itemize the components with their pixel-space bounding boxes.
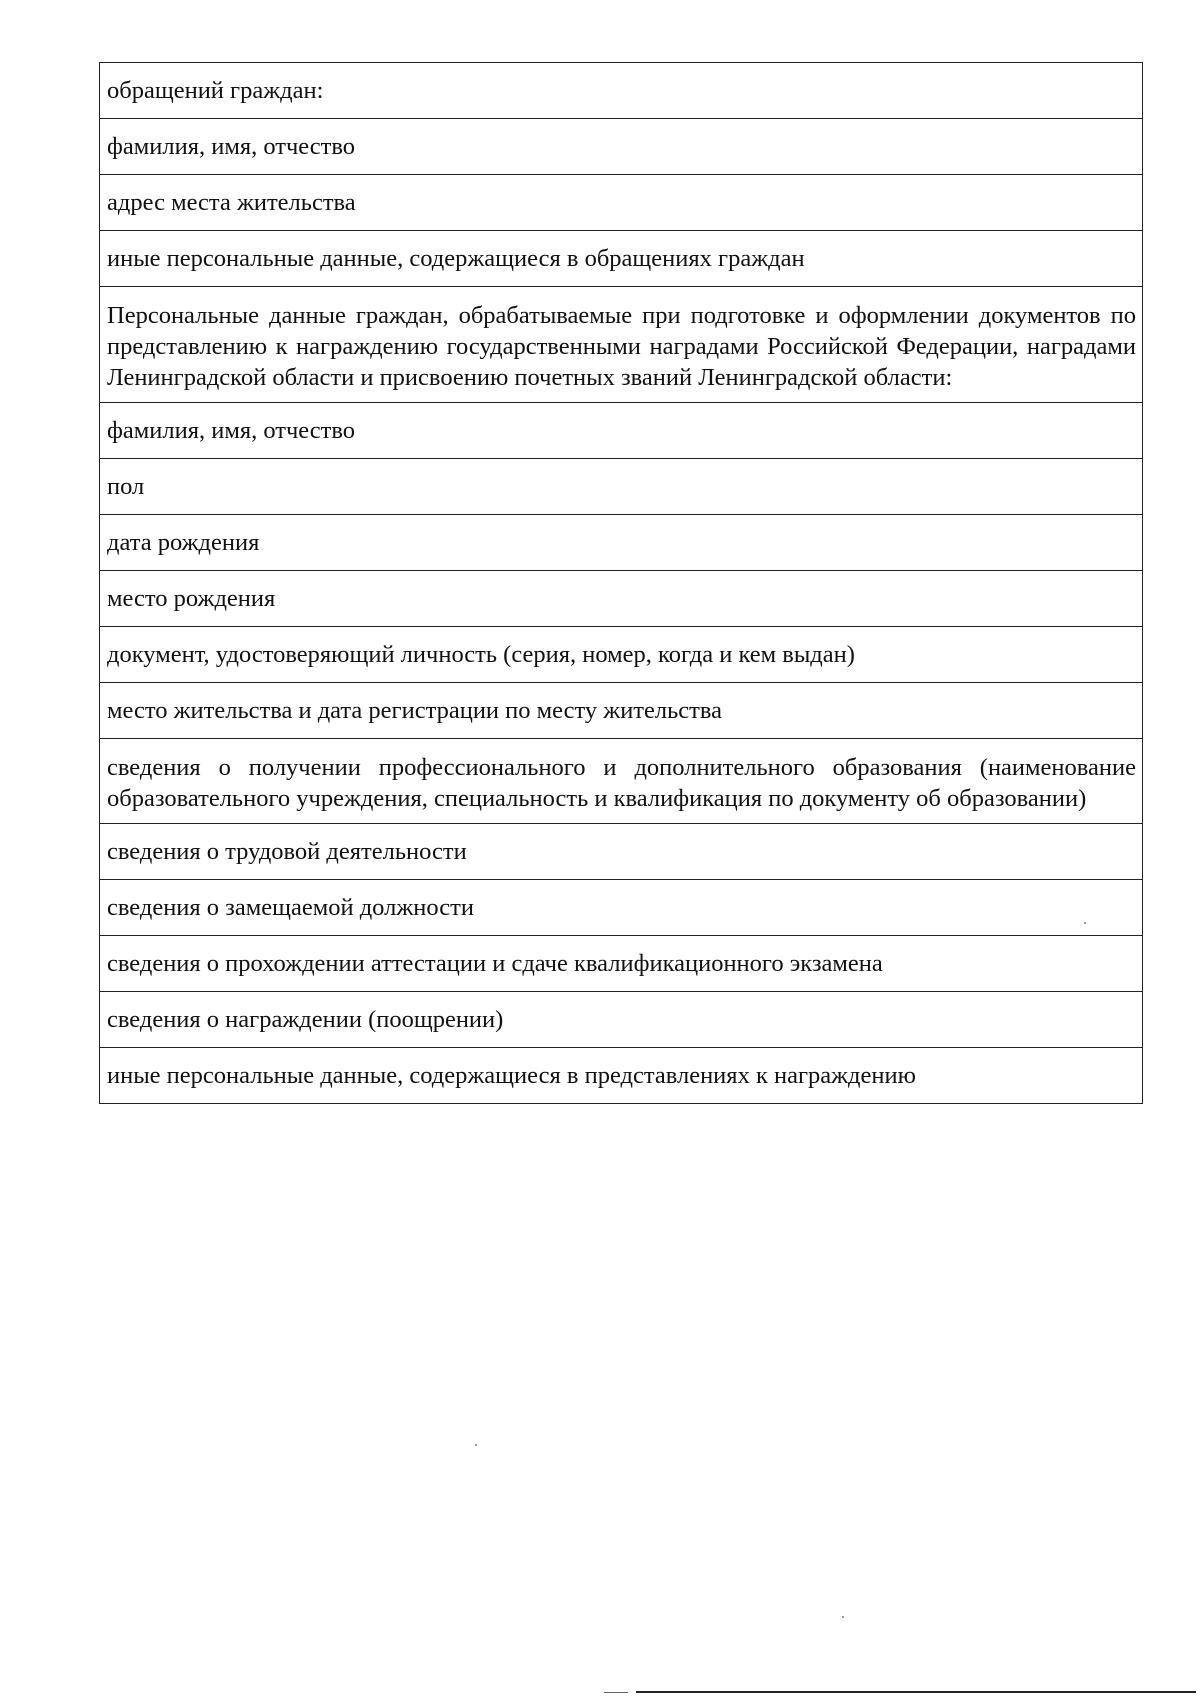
table-cell: адрес места жительства: [100, 175, 1143, 231]
table-row: [100, 936, 1143, 992]
table-row: [100, 1048, 1143, 1104]
table-cell: обращений граждан:: [100, 63, 1143, 119]
table-row: [100, 403, 1143, 459]
table-cell: место жительства и дата регистрации по месту жительства: [100, 683, 1143, 739]
table-cell: документ, удостоверяющий личность (серия, номер, когда и кем выдан): [100, 627, 1143, 683]
table-row: [100, 880, 1143, 936]
table-row: [100, 119, 1143, 175]
table-cell: сведения о получении профессионального и дополнительного образования (наименование образовательного учреждения, специальность и квалификация по документу об образовании): [100, 739, 1143, 824]
section-heading-cell: Персональные данные граждан, обрабатываемые при подготовке и оформлении документов по представлению к награждению государственными наградами Российской Федерации, наградами Ленинградской области и присвоению почетных званий Ленинградской области:: [100, 287, 1143, 403]
table-row: [100, 459, 1143, 515]
table-row: [100, 515, 1143, 571]
table-row: [100, 739, 1143, 824]
scan-speck: [1084, 922, 1086, 924]
table-cell: фамилия, имя, отчество: [100, 119, 1143, 175]
table-cell: дата рождения: [100, 515, 1143, 571]
table-row: [100, 175, 1143, 231]
table-cell: сведения о замещаемой должности: [100, 880, 1143, 936]
table-row: [100, 824, 1143, 880]
table-cell: фамилия, имя, отчество: [100, 403, 1143, 459]
table-row: [100, 992, 1143, 1048]
table-row: [100, 571, 1143, 627]
table-cell: иные персональные данные, содержащиеся в обращениях граждан: [100, 231, 1143, 287]
table-row: [100, 63, 1143, 119]
table-row: [100, 287, 1143, 403]
table-cell: пол: [100, 459, 1143, 515]
table-cell: сведения о трудовой деятельности: [100, 824, 1143, 880]
scan-speck: [475, 1444, 477, 1446]
personal-data-table: [99, 62, 1143, 1104]
scan-speck: [842, 1616, 844, 1618]
table-row: [100, 683, 1143, 739]
bottom-rule: [636, 1691, 1196, 1693]
table-cell: иные персональные данные, содержащиеся в представлениях к награждению: [100, 1048, 1143, 1104]
table-row: [100, 627, 1143, 683]
table-cell: сведения о награждении (поощрении): [100, 992, 1143, 1048]
table-cell: место рождения: [100, 571, 1143, 627]
table-row: [100, 231, 1143, 287]
table-cell: сведения о прохождении аттестации и сдаче квалификационного экзамена: [100, 936, 1143, 992]
bottom-dash: [604, 1692, 628, 1693]
